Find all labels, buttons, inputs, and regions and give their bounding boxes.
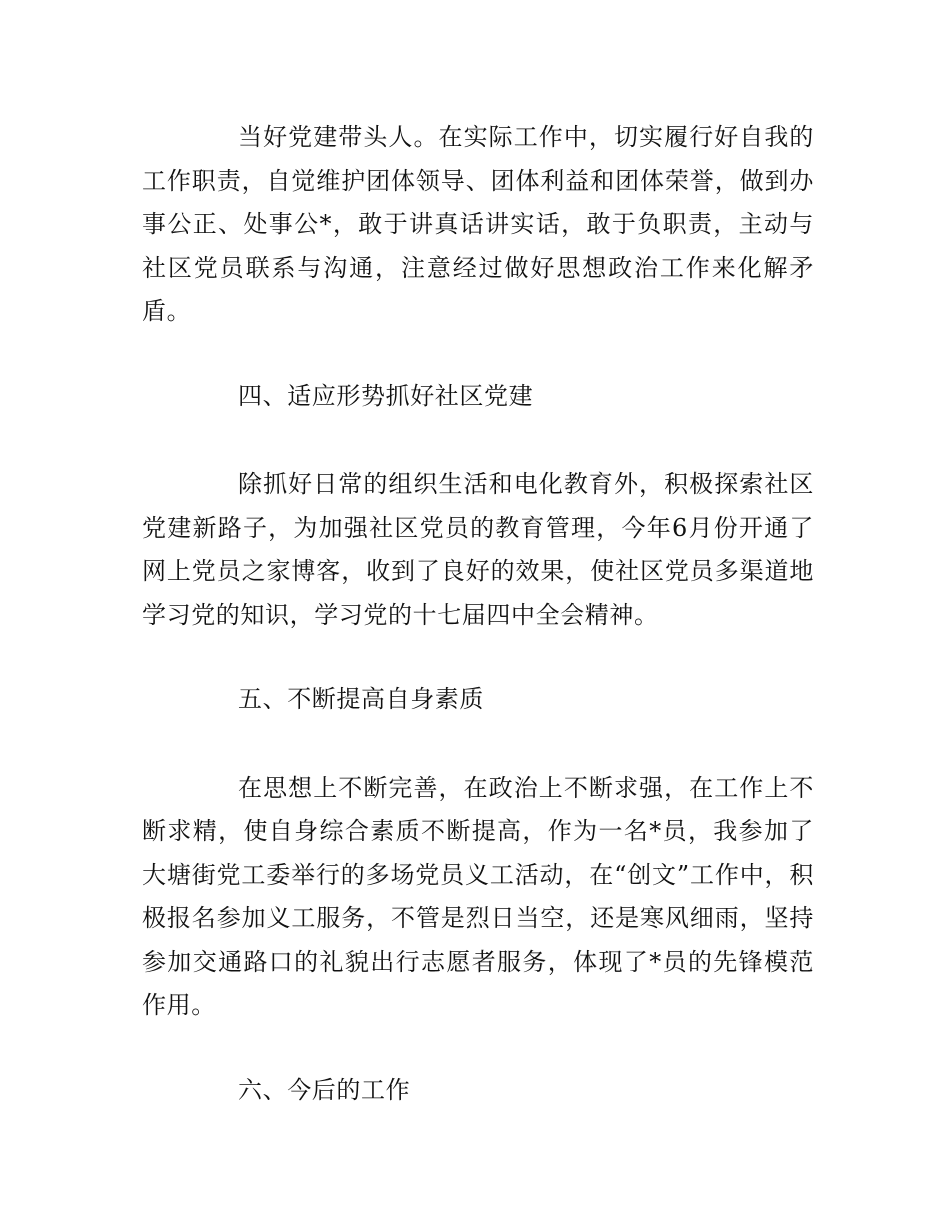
paragraph-community-party-building: 除抓好日常的组织生活和电化教育外，积极探索社区党建新路子，为加强社区党员的教育管理，今年6月份开通了网上党员之家博客，收到了良好的效果，使社区党员多渠道地学习党的知识，学习党的十七届四中全会精神。 (142, 470, 814, 629)
spacer (142, 637, 814, 678)
spacer (142, 1028, 814, 1069)
spacer (142, 418, 814, 463)
spacer (142, 334, 814, 375)
section-heading-4: 四、适应形势抓好社区党建 (238, 381, 534, 410)
document-body (142, 116, 814, 1112)
spacer (142, 722, 814, 767)
section-heading-5: 五、不断提高自身素质 (238, 685, 484, 713)
section-heading-6: 六、今后的工作 (238, 1075, 411, 1104)
paragraph-party-building-leader: 当好党建带头人。在实际工作中，切实履行好自我的工作职责，自觉维护团体领导、团体利益和团体荣誉，做到办事公正、处事公*，敢于讲真话讲实话，敢于负职责，主动与社区党员联系与沟通，注意经过做好思想政治工作来化解矛盾。 (142, 123, 814, 325)
paragraph-self-improvement: 在思想上不断完善，在政治上不断求强，在工作上不断求精，使自身综合素质不断提高，作为一名*员，我参加了大塘街党工委举行的多场党员义工活动，在“创文”工作中，积极报名参加义工服务，不管是烈日当空，还是寒风细雨，坚持参加交通路口的礼貌出行志愿者服务，体现了*员的先锋模范作用。 (142, 773, 814, 1019)
